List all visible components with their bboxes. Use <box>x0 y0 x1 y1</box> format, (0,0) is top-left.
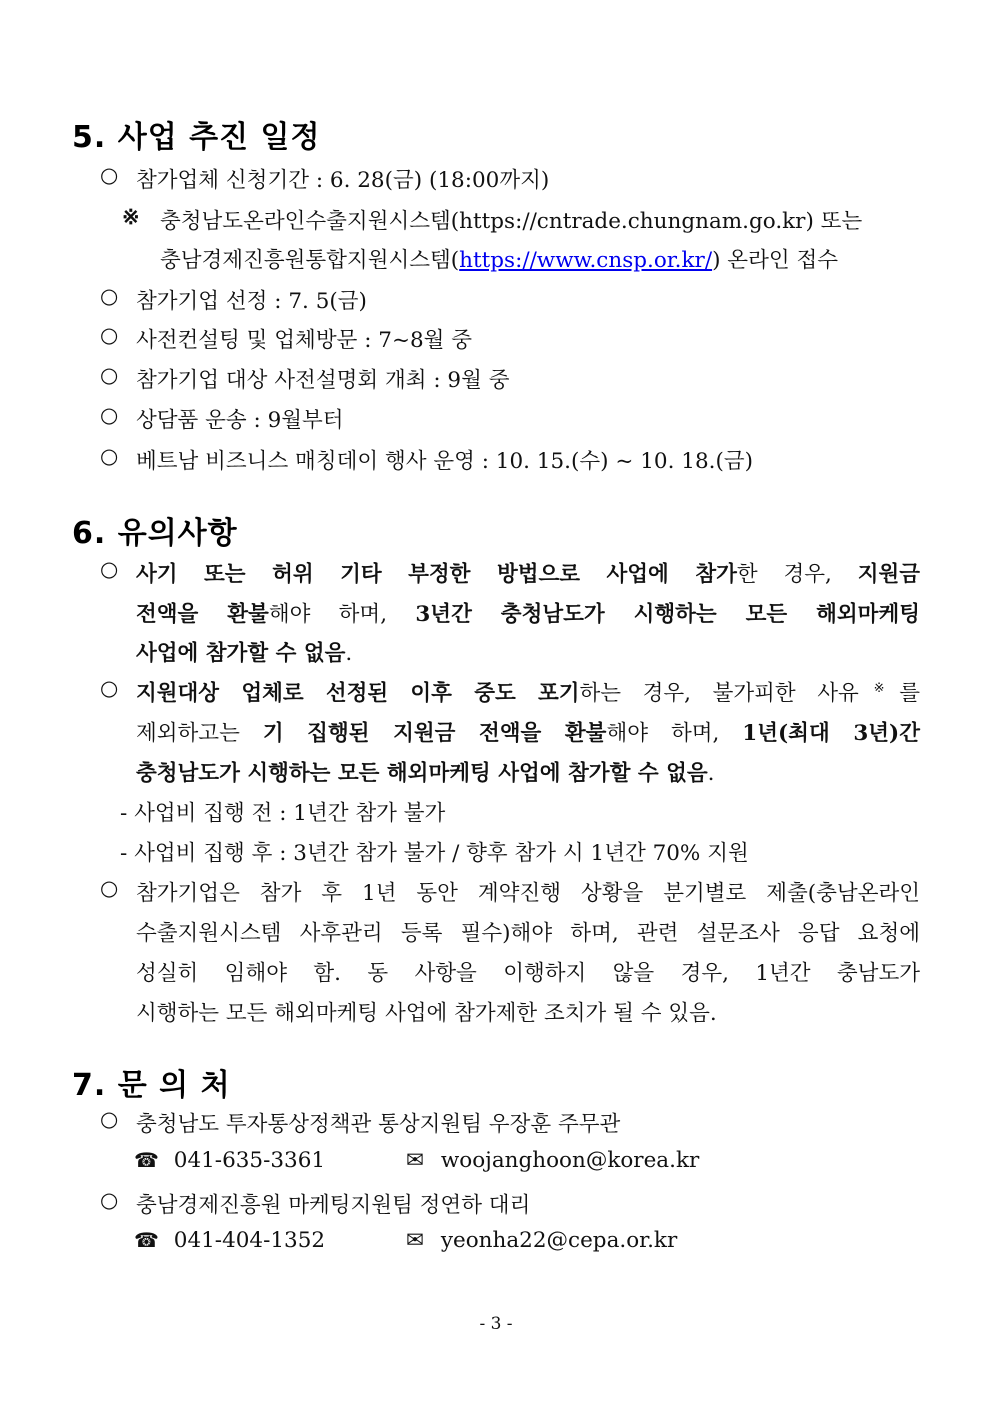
notice-2-sub-after: - 사업비 집행 후 : 3년간 참가 불가 / 향후 참가 시 1년간 70% 지원 <box>120 841 749 866</box>
cnsp-link[interactable]: https://www.cnsp.or.kr/ <box>459 248 713 273</box>
bullet: ○ <box>100 876 119 900</box>
contact-1-email-row <box>406 1148 699 1173</box>
schedule-item-selection: 참가기업 선정 : 7. 5(금) <box>136 289 367 314</box>
contact-2-phone: 041-404-1352 <box>173 1228 326 1253</box>
contact-1-email[interactable]: woojanghoon@korea.kr <box>440 1148 700 1173</box>
note-line-1: 충청남도온라인수출지원시스템(https://cntrade.chungnam.go.kr) 또는 <box>160 209 863 234</box>
notice-2-line-2: 제외하고는 기 집행된 지원금 전액을 환불해야 하며, 1년(최대 3년)간 <box>136 721 920 746</box>
page-number: - 3 - <box>479 1314 513 1334</box>
bullet: ○ <box>100 557 119 581</box>
phone-icon: ☎ <box>134 1148 159 1172</box>
schedule-item-application: 참가업체 신청기간 : 6. 28(금) (18:00까지) <box>136 168 550 193</box>
schedule-item-consulting: 사전컨설팅 및 업체방문 : 7~8월 중 <box>136 328 473 353</box>
schedule-item-matching-day: 베트남 비즈니스 매칭데이 행사 운영 : 10. 15.(수) ~ 10. 18.(금) <box>136 449 753 474</box>
section-6-heading: 6. 유의사항 <box>72 516 238 551</box>
contact-1-phone-row <box>134 1148 325 1173</box>
note-mark: ※ <box>122 204 140 229</box>
note-line-2 <box>160 243 838 274</box>
section-5-heading: 5. 사업 추진 일정 <box>72 120 321 155</box>
phone-icon: ☎ <box>134 1228 159 1252</box>
notice-2-line-3: 충청남도가 시행하는 모든 해외마케팅 사업에 참가할 수 없음. <box>136 761 715 786</box>
section-7-heading: 7. 문 의 처 <box>72 1068 231 1103</box>
bullet: ○ <box>100 323 119 347</box>
notice-1-line-1: 사기 또는 허위 기타 부정한 방법으로 사업에 참가한 경우, 지원금 <box>136 562 921 587</box>
notice-2-sub-before: - 사업비 집행 전 : 1년간 참가 불가 <box>120 801 446 826</box>
notice-3-line-4: 시행하는 모든 해외마케팅 사업에 참가제한 조치가 될 수 있음. <box>136 1001 717 1026</box>
schedule-item-briefing: 참가기업 대상 사전설명회 개최 : 9월 중 <box>136 368 510 393</box>
note-line-2-suffix: ) 온라인 접수 <box>712 248 838 273</box>
note-line-2-prefix: 충남경제진흥원통합지원시스템( <box>160 248 460 273</box>
mail-icon: ✉ <box>406 1228 425 1253</box>
bullet: ○ <box>100 1107 119 1131</box>
bullet: ○ <box>100 676 119 700</box>
contact-2-phone-row <box>134 1228 325 1253</box>
contact-1-org: 충청남도 투자통상정책관 통상지원팀 우장훈 주무관 <box>136 1112 621 1137</box>
contact-1-phone: 041-635-3361 <box>173 1148 326 1173</box>
bullet: ○ <box>100 284 119 308</box>
bullet: ○ <box>100 403 119 427</box>
schedule-item-shipping: 상담품 운송 : 9월부터 <box>136 408 344 433</box>
notice-1-line-3: 사업에 참가할 수 없음. <box>136 641 353 666</box>
contact-2-email[interactable]: yeonha22@cepa.or.kr <box>440 1228 678 1253</box>
notice-1-line-2: 전액을 환불해야 하며, 3년간 충청남도가 시행하는 모든 해외마케팅 <box>136 602 920 627</box>
bullet: ○ <box>100 1188 119 1212</box>
notice-2-line-1: 지원대상 업체로 선정된 이후 중도 포기하는 경우, 불가피한 사유※를 <box>136 680 920 706</box>
bullet: ○ <box>100 444 119 468</box>
mail-icon: ✉ <box>406 1148 425 1173</box>
contact-2-org: 충남경제진흥원 마케팅지원팀 정연하 대리 <box>136 1193 531 1218</box>
notice-3-line-2: 수출지원시스템 사후관리 등록 필수)해야 하며, 관련 설문조사 응답 요청에 <box>136 921 920 946</box>
bullet: ○ <box>100 363 119 387</box>
notice-3-line-3: 성실히 임해야 함. 동 사항을 이행하지 않을 경우, 1년간 충남도가 <box>136 961 920 986</box>
bullet: ○ <box>100 163 119 187</box>
contact-2-email-row <box>406 1228 677 1253</box>
notice-3-line-1: 참가기업은 참가 후 1년 동안 계약진행 상황을 분기별로 제출(충남온라인 <box>136 881 920 906</box>
